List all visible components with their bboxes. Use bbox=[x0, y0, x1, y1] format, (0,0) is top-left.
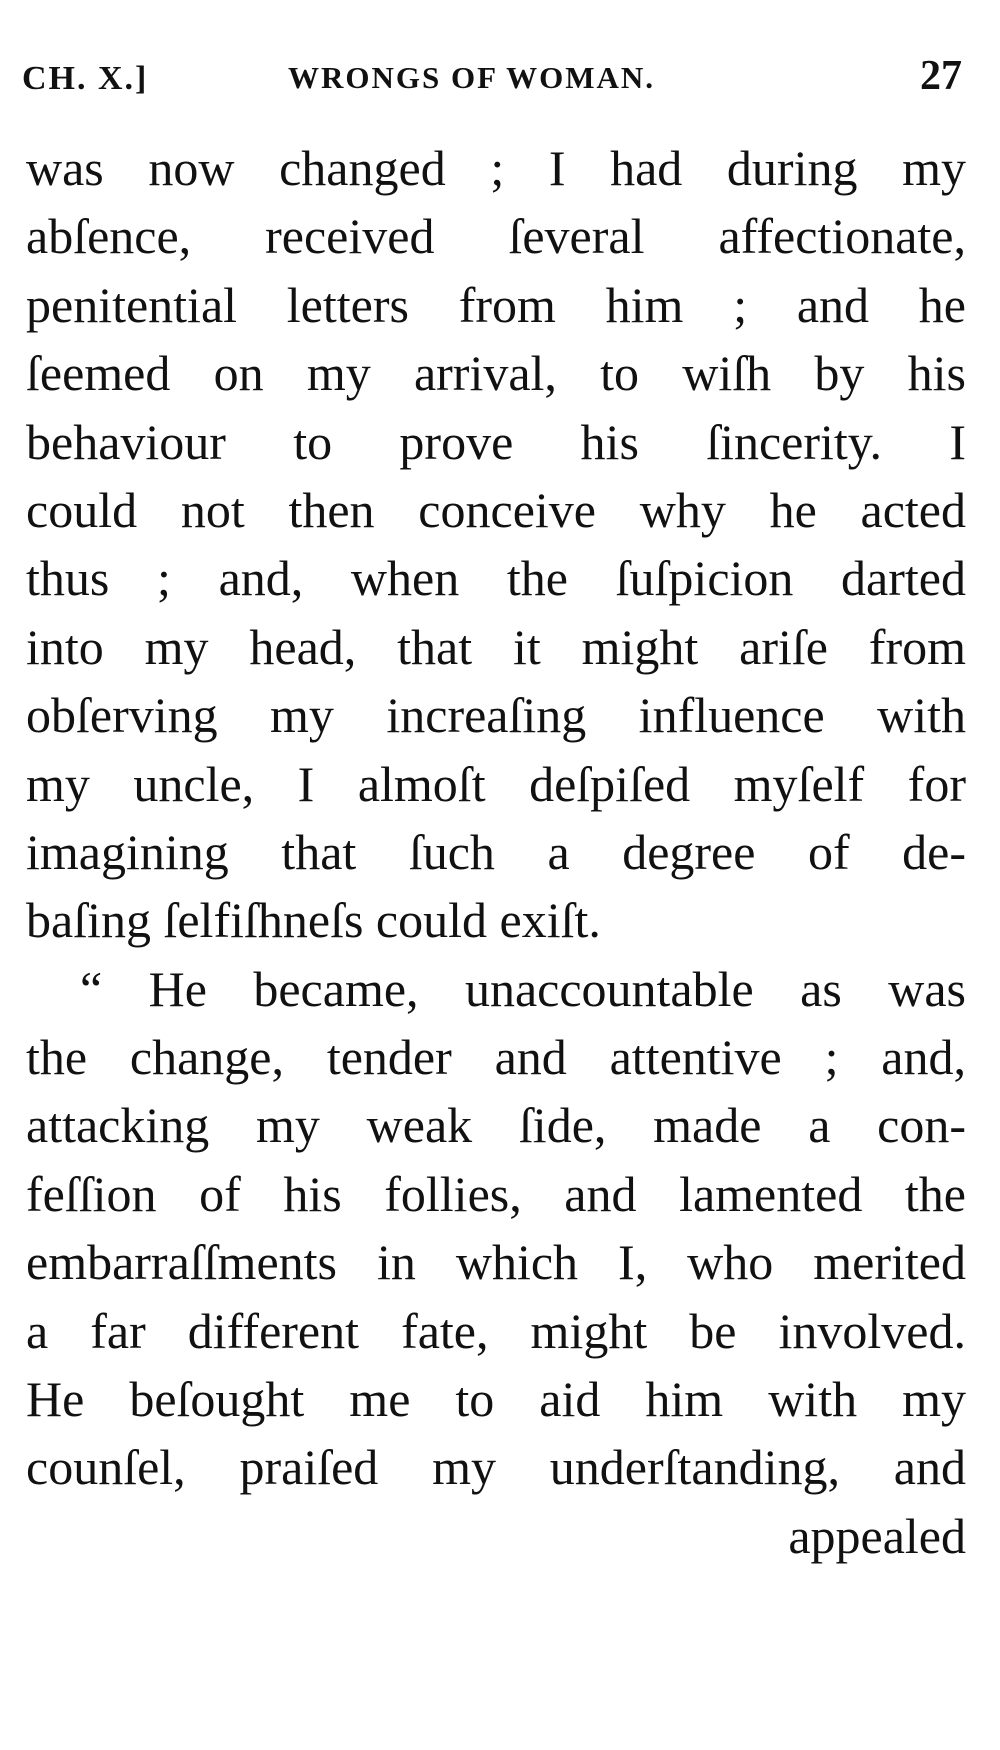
page-number: 27 bbox=[920, 53, 962, 99]
chapter-label: CH. X.] bbox=[22, 60, 149, 97]
text-line: feſſion of his follies, and lamented the bbox=[26, 1165, 966, 1222]
text-line: behaviour to prove his ſincerity. I bbox=[26, 413, 966, 470]
text-line: the change, tender and attentive ; and, bbox=[26, 1029, 966, 1086]
text-line: attacking my weak ſide, made a con- bbox=[26, 1097, 966, 1154]
catchword: appealed bbox=[788, 1507, 966, 1564]
text-line: “ He became, unaccountable as was bbox=[80, 960, 966, 1017]
text-line: imagining that ſuch a degree of de- bbox=[26, 823, 966, 880]
running-head bbox=[22, 52, 962, 102]
running-title: WRONGS OF WOMAN. bbox=[288, 60, 655, 95]
text-line: ſeemed on my arrival, to wiſh by his bbox=[26, 345, 966, 402]
text-line: could not then conceive why he acted bbox=[26, 481, 966, 538]
body-text bbox=[26, 134, 966, 1570]
text-line: a far different fate, might be involved. bbox=[26, 1302, 966, 1359]
text-line: penitential letters from him ; and he bbox=[26, 276, 966, 333]
text-line: thus ; and, when the ſuſpicion darted bbox=[26, 550, 966, 607]
text-line: was now changed ; I had during my bbox=[26, 140, 966, 196]
text-line: abſence, received ſeveral affectionate, bbox=[26, 208, 966, 265]
text-line: my uncle, I almoſt deſpiſed myſelf for bbox=[26, 755, 966, 812]
text-line: into my head, that it might ariſe from bbox=[26, 618, 966, 675]
text-line: counſel, praiſed my underſtanding, and bbox=[26, 1439, 966, 1496]
text-line: baſing ſelfiſhneſs could exiſt. bbox=[26, 892, 601, 949]
text-line: He beſought me to aid him with my bbox=[26, 1371, 966, 1428]
text-line: obſerving my increaſing influence with bbox=[26, 687, 966, 744]
text-line: embarraſſments in which I, who merited bbox=[26, 1234, 966, 1291]
